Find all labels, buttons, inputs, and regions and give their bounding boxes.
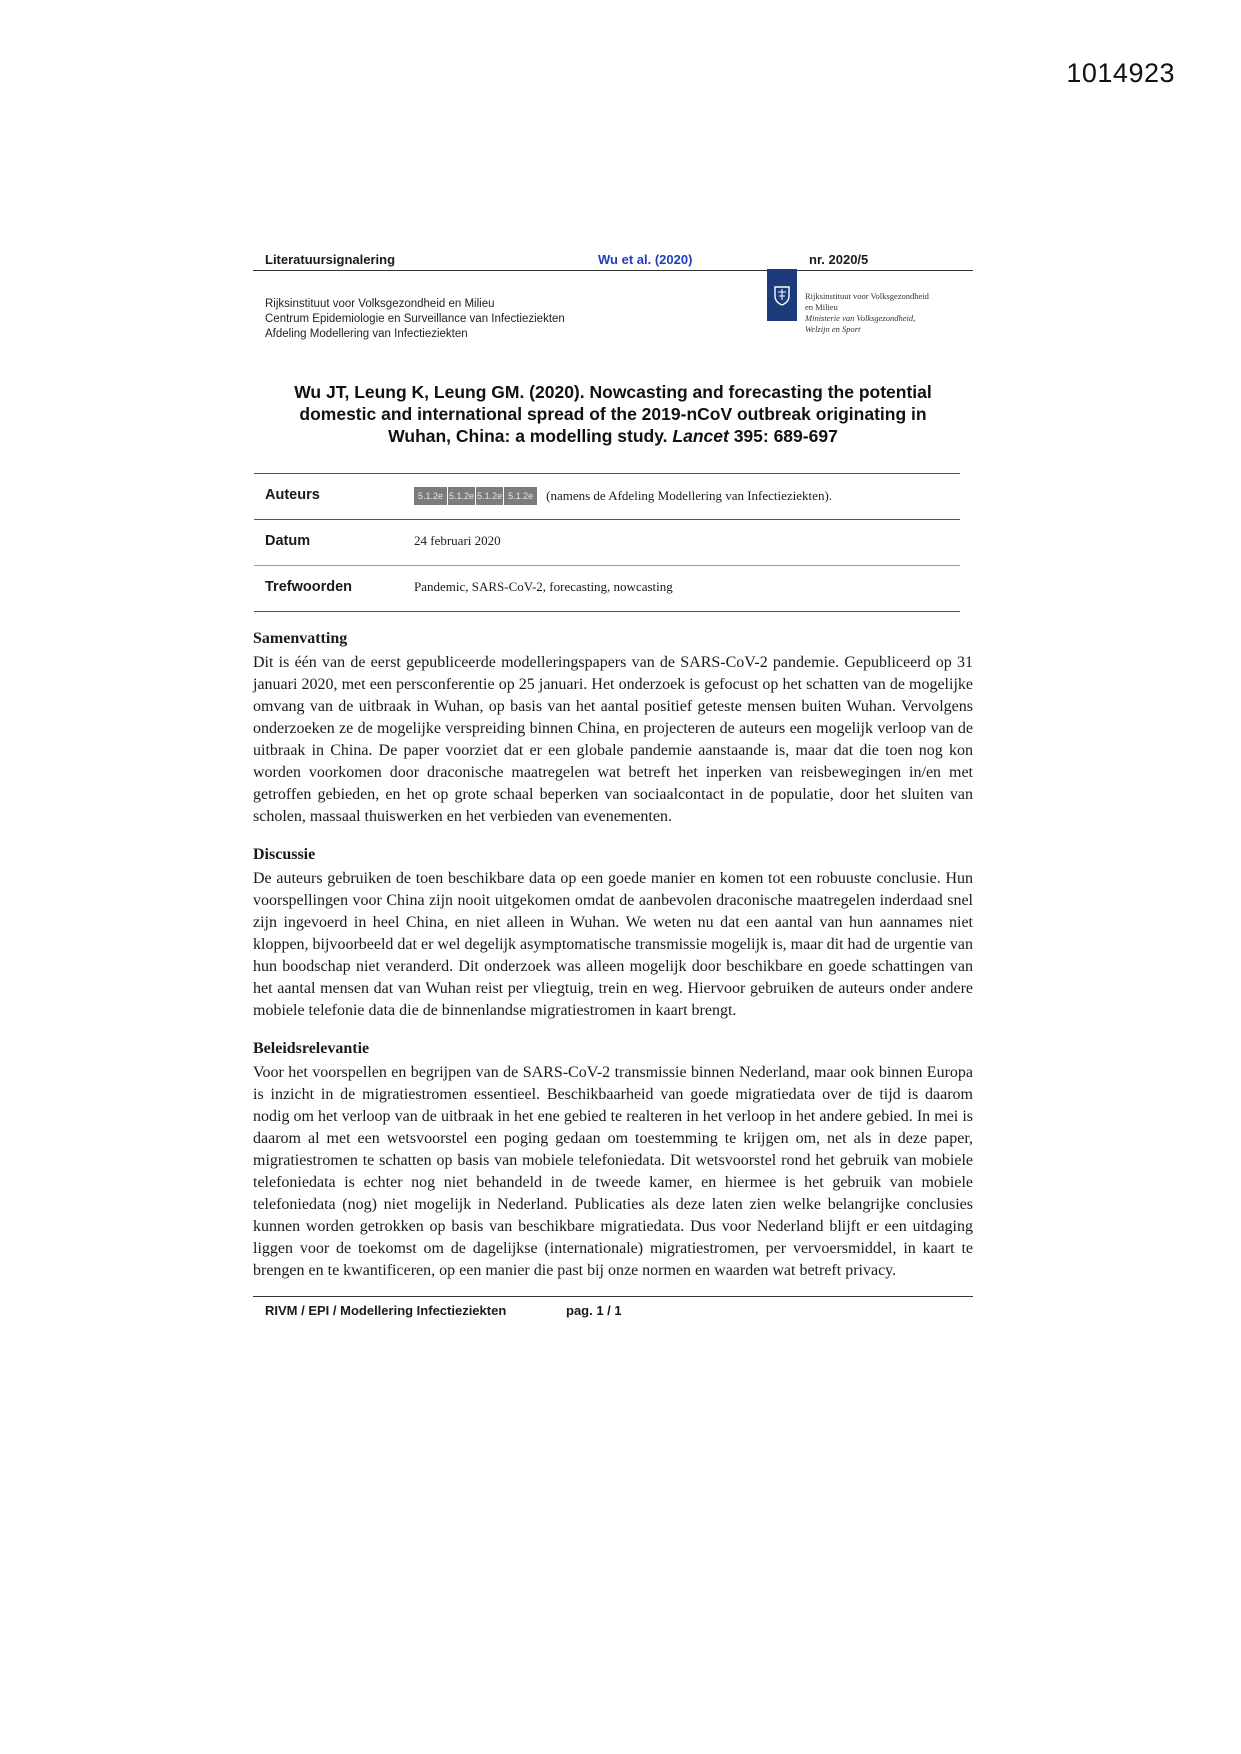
title-journal: Lancet <box>672 426 729 446</box>
institution-line: Afdeling Modellering van Infectieziekten <box>265 328 468 340</box>
document-footer <box>253 1296 973 1321</box>
crest-icon <box>772 284 792 306</box>
title-main: Wu JT, Leung K, Leung GM. (2020). Nowcasting and forecasting the potential domestic and international spread of the 2019-nCoV outbreak originating in Wuhan, China: a modelling study. <box>294 382 932 446</box>
date-label: Datum <box>265 533 311 549</box>
article-title <box>253 381 973 447</box>
metadata-table <box>254 473 960 612</box>
authors-label: Auteurs <box>265 487 320 503</box>
logo-ministry-line: Welzijn en Sport <box>805 324 861 334</box>
authors-value <box>414 487 832 505</box>
authors-suffix: (namens de Afdeling Modellering van Infectieziekten). <box>546 488 833 503</box>
summary-section <box>253 630 973 828</box>
institution-lines <box>265 297 565 342</box>
redaction-box: 5.1.2e <box>448 487 475 505</box>
logo-ministry-line: Ministerie van Volksgezondheid, <box>805 313 916 323</box>
series-label: Literatuursignalering <box>265 252 396 267</box>
discussion-text: De auteurs gebruiken de toen beschikbare data op een goede manier en komen tot een robuuste conclusie. Hun voorspellingen voor China zijn nooit uitgekomen omdat de aanbevolen draconische maatregelen inderdaad snel zijn ingevoerd in heel China, en niet alleen in Wuhan. We weten nu dat een aantal van hun aannames niet kloppen, bijvoorbeeld dat er wel degelijk asymptomatische transmissie mogelijk is, maar dit had de urgentie van hun boodschap niet veranderd. Dit onderzoek was alleen mogelijk door beschikbare en goede schattingen van het aantal mensen dat van Wuhan reist per vliegtuig, trein en weg. Hiervoor gebruiken de auteurs onder andere mobiele telefonie data die de binnenlandse migratiestromen in kaart brengt. <box>253 870 973 1019</box>
meta-row-date <box>254 520 960 566</box>
meta-row-authors <box>254 474 960 520</box>
redaction-box: 5.1.2e <box>476 487 503 505</box>
logo-text <box>805 291 929 335</box>
issue-number: nr. 2020/5 <box>809 252 869 267</box>
keywords-value: Pandemic, SARS-CoV-2, forecasting, nowcasting <box>414 579 673 594</box>
citation-label: Wu et al. (2020) <box>598 252 693 267</box>
institution-line: Rijksinstituut voor Volksgezondheid en Milieu <box>265 298 495 310</box>
institution-line: Centrum Epidemiologie en Surveillance van Infectieziekten <box>265 313 565 325</box>
redaction-box: 5.1.2e <box>414 487 447 505</box>
summary-heading: Samenvatting <box>253 630 348 647</box>
logo-name-line: en Milieu <box>805 302 838 312</box>
footer-department: RIVM / EPI / Modellering Infectieziekten <box>265 1303 507 1318</box>
institution-block <box>253 271 973 349</box>
redaction-box: 5.1.2e <box>504 487 537 505</box>
policy-heading: Beleidsrelevantie <box>253 1040 370 1057</box>
document-page <box>253 248 973 1321</box>
document-id: 1014923 <box>1066 58 1175 88</box>
title-volume: 395: 689-697 <box>733 426 838 446</box>
keywords-label: Trefwoorden <box>265 579 353 595</box>
policy-section <box>253 1040 973 1282</box>
discussion-heading: Discussie <box>253 846 316 863</box>
meta-row-keywords <box>254 566 960 612</box>
date-value: 24 februari 2020 <box>414 533 501 548</box>
document-header <box>253 248 973 271</box>
discussion-section <box>253 846 973 1022</box>
policy-text: Voor het voorspellen en begrijpen van de SARS-CoV-2 transmissie binnen Nederland, maar ook binnen Europa is inzicht in de migratiestromen essentieel. Beschikbaarheid van goede migratiedata over de tijd is daarom nodig om het verloop van de uitbraak in het ene gebied te realteren in het verloop in het andere gebied. In mei is daarom al met een wetsvoorstel een poging gedaan om toestemming te krijgen om, net als in deze paper, migratiestromen te schatten op basis van mobiele telefoniedata. Dit wetsvoorstel rond het gebruik van mobiele telefoniedata is echter nog niet behandeld in de tweede kamer, en hiermee is het gebruik van mobiele telefoniedata (nog) niet mogelijk in Nederland. Publicaties als deze laten zien welke belangrijke conclusies kunnen worden getrokken op basis van beschikbare migratiedata. Dus voor Nederland blijft er een uitdaging liggen voor de toekomst om de dagelijkse (internationale) migratiestromen, per vervoersmiddel, in kaart te brengen en te kwantificeren, op een manier die past bij onze normen en waarden wat betreft privacy. <box>253 1064 973 1279</box>
page-number: pag. 1 / 1 <box>566 1303 622 1318</box>
rivm-crest-logo <box>767 269 797 321</box>
logo-name-line: Rijksinstituut voor Volksgezondheid <box>805 291 929 301</box>
summary-text: Dit is één van de eerst gepubliceerde modelleringspapers van de SARS-CoV-2 pandemie. Gepubliceerd op 31 januari 2020, met een persconferentie op 25 januari. Het onderzoek is gefocust op het schatten van de mogelijke omvang van de uitbraak in Wuhan, op basis van het aantal positief geteste mensen buiten Wuhan. Vervolgens onderzoeken ze de mogelijke verspreiding binnen China, en projecteren de auteurs een mogelijk verloop van de uitbraak in China. De paper voorziet dat er een globale pandemie aanstaande is, maar dat die toen nog kon worden voorkomen door draconische maatregelen wat betreft het inperken van reisbewegingen in/en met getroffen gebieden, en het op grote schaal beperken van sociaalcontact in de populatie, door het sluiten van scholen, massaal thuiswerken en het verbieden van evenementen. <box>253 654 973 825</box>
